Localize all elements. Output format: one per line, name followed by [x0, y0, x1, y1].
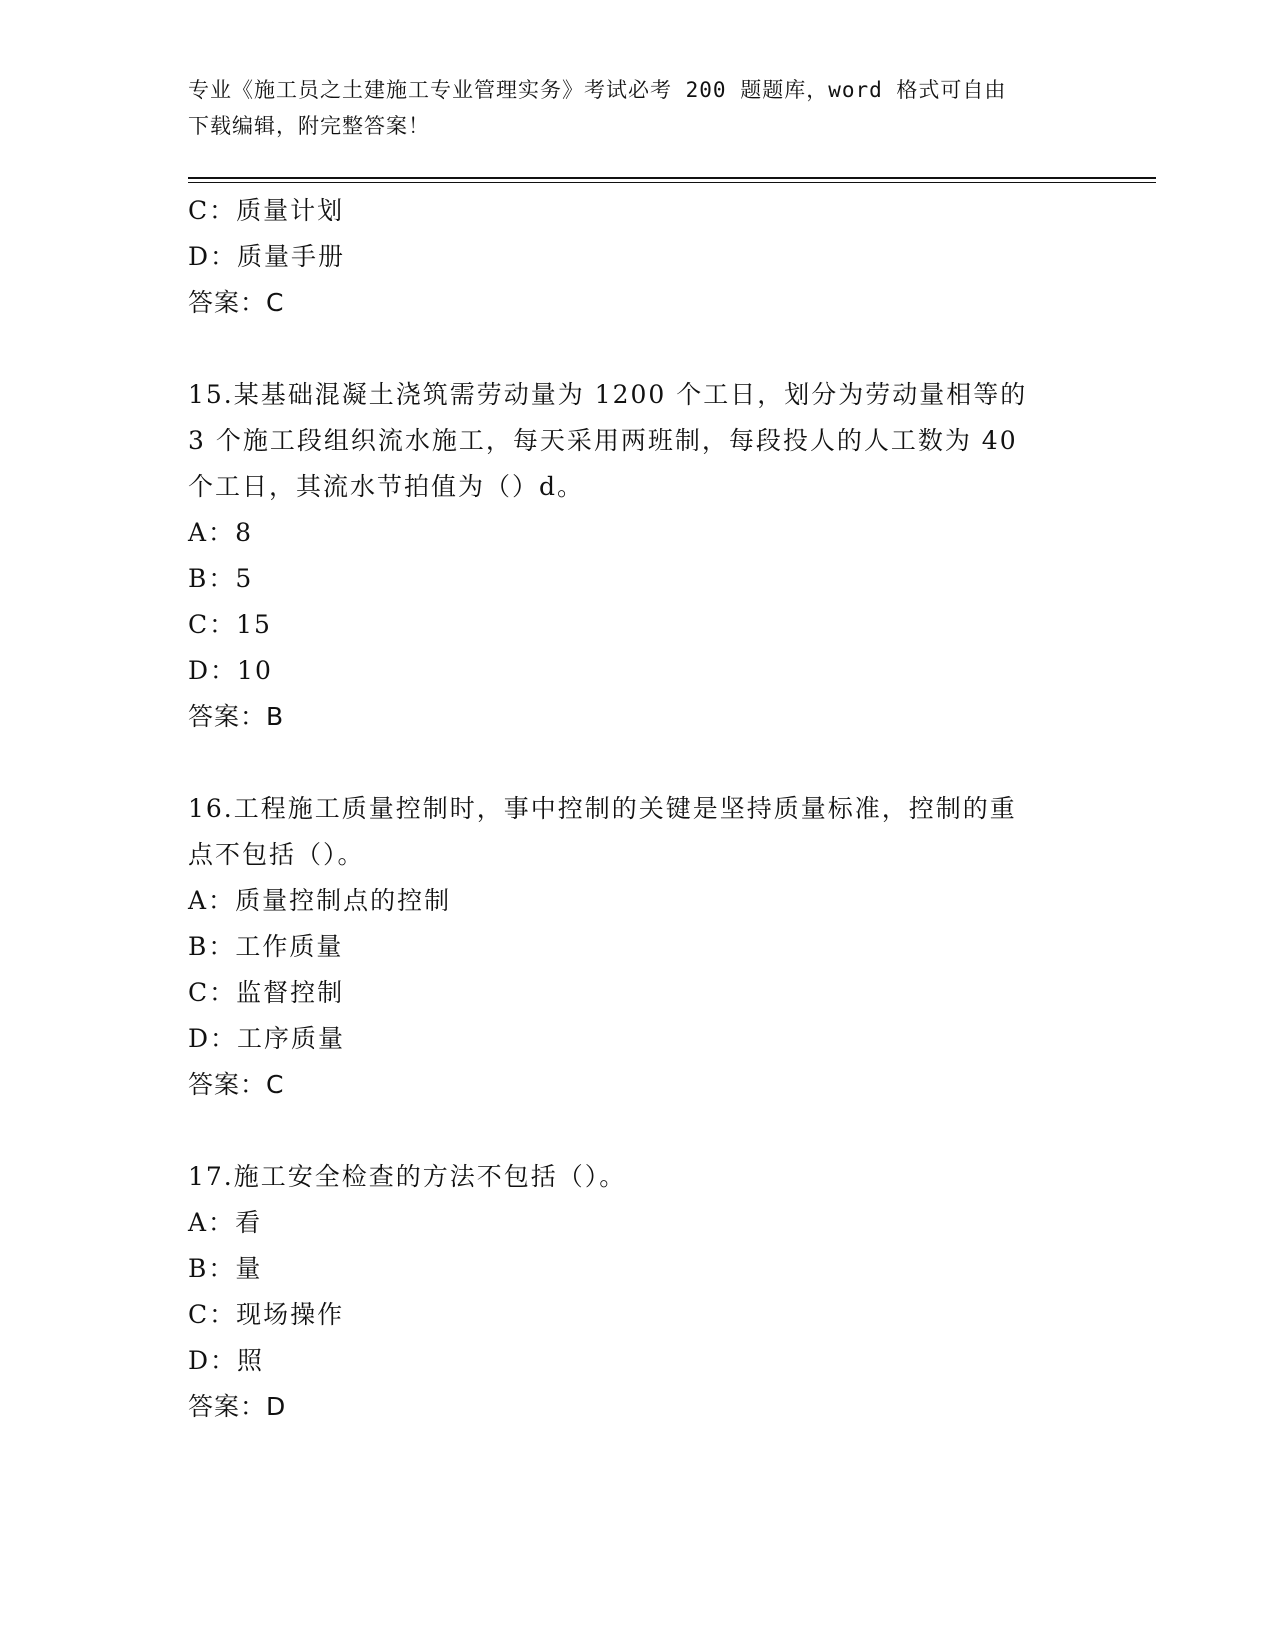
option-label: D： — [188, 1346, 238, 1375]
option-text: 质量控制点的控制 — [235, 886, 452, 915]
option-text: 看 — [235, 1208, 263, 1237]
option-text: 10 — [237, 656, 273, 685]
option-a — [188, 510, 1088, 556]
option-text: 监督控制 — [236, 978, 345, 1007]
option-label: C： — [188, 610, 237, 639]
document-body — [188, 188, 1088, 1430]
option-label: C： — [188, 196, 237, 225]
option-text: 工序质量 — [237, 1024, 346, 1053]
option-a — [188, 878, 1088, 924]
option-label: B： — [188, 564, 236, 593]
option-c — [188, 1292, 1088, 1338]
question-17 — [188, 1154, 1088, 1430]
question-text-line: 16.工程施工质量控制时，事中控制的关键是坚持质量标准，控制的重 — [188, 794, 1017, 823]
option-c — [188, 970, 1088, 1016]
option-label: A： — [188, 518, 236, 547]
option-b — [188, 1246, 1088, 1292]
option-text: 量 — [235, 1254, 263, 1283]
prev-question-block — [188, 188, 1088, 326]
option-text: 15 — [236, 610, 272, 639]
option-d — [188, 1016, 1088, 1062]
option-b — [188, 556, 1088, 602]
answer-line: 答案：C — [188, 288, 285, 317]
option-d — [188, 1338, 1088, 1384]
option-label: A： — [188, 886, 236, 915]
option-label: B： — [188, 932, 236, 961]
spacer — [188, 740, 1088, 786]
option-text: 现场操作 — [236, 1300, 345, 1329]
option-c — [188, 602, 1088, 648]
option-a — [188, 1200, 1088, 1246]
option-text: 照 — [237, 1346, 265, 1375]
question-text-line: 点不包括（）。 — [188, 840, 365, 869]
question-text-line: 15.某基础混凝土浇筑需劳动量为 1200 个工日，划分为劳动量相等的 — [188, 380, 1028, 409]
option-label: D： — [188, 1024, 238, 1053]
option-text: 质量计划 — [236, 196, 345, 225]
option-c — [188, 188, 1088, 234]
option-label: C： — [188, 978, 237, 1007]
question-text-line: 17.施工安全检查的方法不包括（）。 — [188, 1162, 627, 1191]
option-label: B： — [188, 1254, 236, 1283]
option-label: A： — [188, 1208, 236, 1237]
question-16 — [188, 786, 1088, 1108]
option-b — [188, 924, 1088, 970]
option-label: D： — [188, 656, 238, 685]
question-15 — [188, 372, 1088, 740]
spacer — [188, 326, 1088, 372]
question-text-line: 3 个施工段组织流水施工，每天采用两班制，每段投人的人工数为 40 — [188, 426, 1018, 455]
document-header — [188, 72, 1068, 144]
option-label: D： — [188, 242, 238, 271]
answer-line: 答案：C — [188, 1070, 285, 1099]
answer-line: 答案：D — [188, 1392, 287, 1421]
question-text-line: 个工日，其流水节拍值为（）d。 — [188, 472, 585, 501]
header-title-line-1: 专业《施工员之土建施工专业管理实务》考试必考 200 题题库，word 格式可自由 — [188, 78, 1007, 102]
header-divider-thin — [188, 182, 1156, 183]
header-title-line-2: 下载编辑，附完整答案！ — [188, 114, 430, 138]
option-text: 工作质量 — [235, 932, 344, 961]
option-text: 5 — [235, 564, 254, 593]
option-label: C： — [188, 1300, 237, 1329]
header-divider-thick — [188, 177, 1156, 179]
option-text: 质量手册 — [237, 242, 346, 271]
option-d — [188, 648, 1088, 694]
option-text: 8 — [235, 518, 253, 547]
spacer — [188, 1108, 1088, 1154]
answer-line: 答案：B — [188, 702, 285, 731]
option-d — [188, 234, 1088, 280]
